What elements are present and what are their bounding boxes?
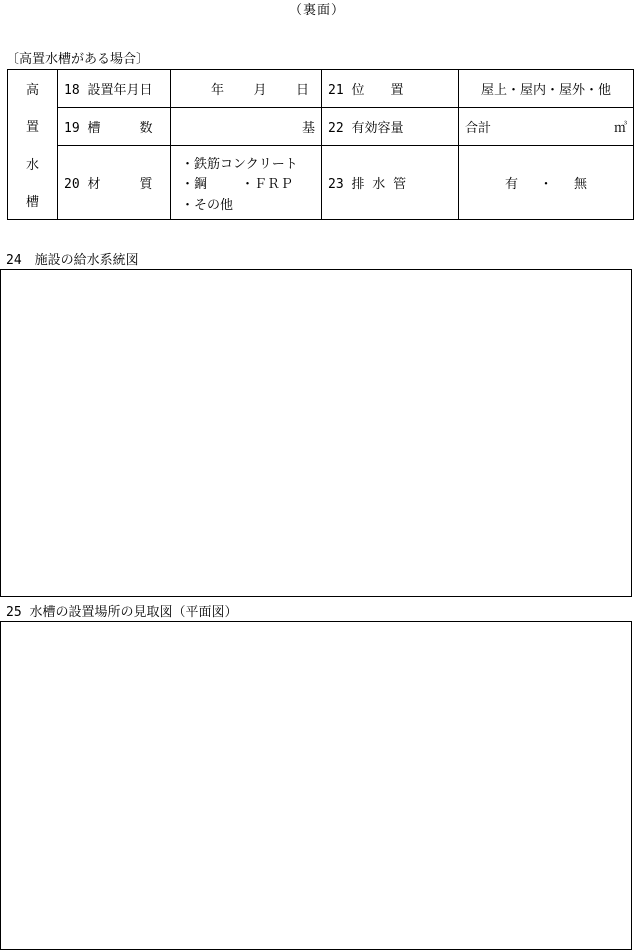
capacity-field[interactable] [459, 108, 634, 146]
tank-section-label: 〔高置水槽がある場合〕 [6, 52, 150, 67]
drain-option-no[interactable]: 無 [573, 177, 587, 192]
install-date-field[interactable] [171, 70, 322, 108]
capacity-total-label: 合計 [465, 121, 492, 136]
drain-option-separator: ・ [539, 177, 553, 192]
year-unit: 年 [211, 83, 225, 98]
side-char: 高 [25, 82, 39, 98]
tank-location-sketch-label: 25 水槽の設置場所の見取図（平面図） [6, 605, 238, 620]
material-option-rc[interactable]: ・鉄筋コンクリート [181, 156, 298, 172]
tank-count-label: 19 槽 数 [58, 108, 171, 146]
water-supply-diagram-area[interactable] [0, 269, 632, 597]
material-option-frp[interactable]: ・ＦＲＰ [241, 177, 294, 192]
page-title: （裏面） [288, 3, 345, 18]
material-options[interactable] [171, 146, 322, 220]
tank-location-sketch-area[interactable] [0, 621, 632, 950]
capacity-label: 22 有効容量 [322, 108, 459, 146]
material-option-other[interactable]: ・その他 [181, 197, 234, 213]
drain-option-yes[interactable]: 有 [505, 177, 519, 192]
material-option-steel[interactable]: ・鋼 [181, 177, 208, 192]
drain-pipe-options[interactable] [459, 146, 634, 220]
material-label: 20 材 質 [58, 146, 171, 220]
tank-count-field[interactable] [171, 108, 322, 146]
location-options[interactable]: 屋上・屋内・屋外・他 [459, 70, 634, 108]
capacity-unit: ㎥ [613, 121, 627, 136]
side-char: 槽 [25, 195, 39, 211]
month-unit: 月 [253, 83, 267, 98]
install-date-label: 18 設置年月日 [58, 70, 171, 108]
tank-side-label-cell [8, 70, 58, 220]
side-char: 水 [25, 157, 39, 173]
location-label: 21 位 置 [322, 70, 459, 108]
elevated-tank-table [7, 69, 634, 220]
day-unit: 日 [295, 83, 309, 98]
side-char: 置 [25, 120, 39, 136]
tank-count-unit: 基 [301, 121, 315, 136]
water-supply-diagram-label: 24 施設の給水系統図 [6, 253, 139, 268]
drain-pipe-label: 23 排 水 管 [322, 146, 459, 220]
